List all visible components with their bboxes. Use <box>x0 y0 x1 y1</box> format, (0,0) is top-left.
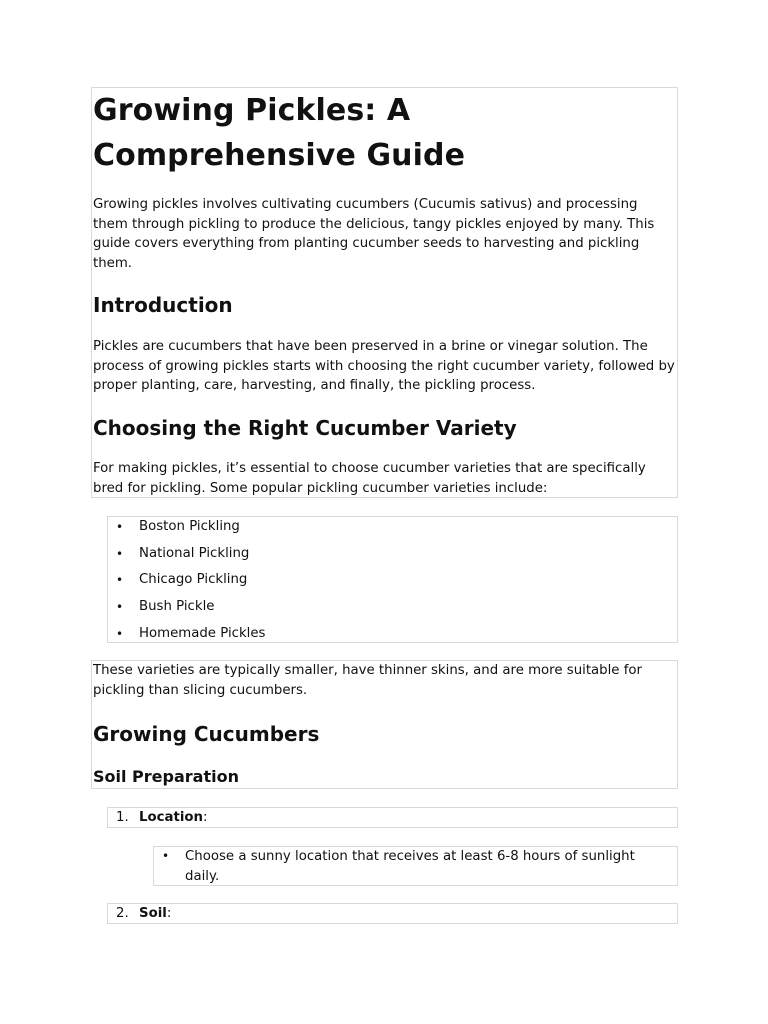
step-label: Soil <box>139 906 167 921</box>
list-item-label: Bush Pickle <box>139 599 215 615</box>
variety-after-paragraph: These varieties are typically smaller, have thinner skins, and are more suitable for pickling than slicing cucumbers. <box>93 663 643 698</box>
step-number: 1. <box>116 810 129 825</box>
heading-soil-preparation: Soil Preparation <box>93 767 239 786</box>
heading-growing: Growing Cucumbers <box>93 722 320 746</box>
variety-paragraph: For making pickles, it’s essential to choose cucumber varieties that are specifically bred for pickling. Some popular pickling cucumber varieties include: <box>93 461 646 496</box>
bullet-icon: • <box>116 573 124 588</box>
step-detail-text: Choose a sunny location that receives at least 6-8 hours of sunlight daily. <box>185 849 635 884</box>
step-number: 2. <box>116 906 129 921</box>
heading-variety: Choosing the Right Cucumber Variety <box>93 416 517 440</box>
bullet-icon: • <box>116 546 124 561</box>
step-location-detail <box>154 846 678 886</box>
list-item-label: Homemade Pickles <box>139 625 266 641</box>
step-text <box>139 808 207 828</box>
page-title: Growing Pickles: A Comprehensive Guide <box>93 93 466 173</box>
intro-paragraph: Growing pickles involves cultivating cucumbers (Cucumis sativus) and processing them through pickling to produce the delicious, tangy pickles enjoyed by many. This guide covers everything from planting cucumber seeds to harvesting and pickling them. <box>93 197 655 271</box>
step-location <box>108 808 678 829</box>
step-text <box>139 904 171 924</box>
list-item <box>108 597 676 624</box>
list-item-label: Boston Pickling <box>139 519 240 534</box>
list-item <box>108 570 676 597</box>
step-suffix: : <box>202 810 208 825</box>
list-item-label: Chicago Pickling <box>139 572 248 588</box>
variety-list <box>108 517 676 650</box>
list-item-label: National Pickling <box>139 545 250 561</box>
list-item <box>108 624 676 651</box>
step-suffix: : <box>166 906 172 921</box>
bullet-icon: • <box>116 626 124 641</box>
step-soil <box>108 904 678 925</box>
list-item <box>108 544 676 571</box>
bullet-icon: • <box>162 849 170 863</box>
introduction-paragraph: Pickles are cucumbers that have been preserved in a brine or vinegar solution. The process of growing pickles starts with choosing the right cucumber variety, followed by proper planting, care, harvesting, and finally, the pickling process. <box>93 339 675 393</box>
heading-introduction: Introduction <box>93 293 233 317</box>
bullet-icon: • <box>116 520 124 534</box>
step-label: Location <box>139 810 203 825</box>
list-item <box>108 517 676 544</box>
bullet-icon: • <box>116 600 124 615</box>
